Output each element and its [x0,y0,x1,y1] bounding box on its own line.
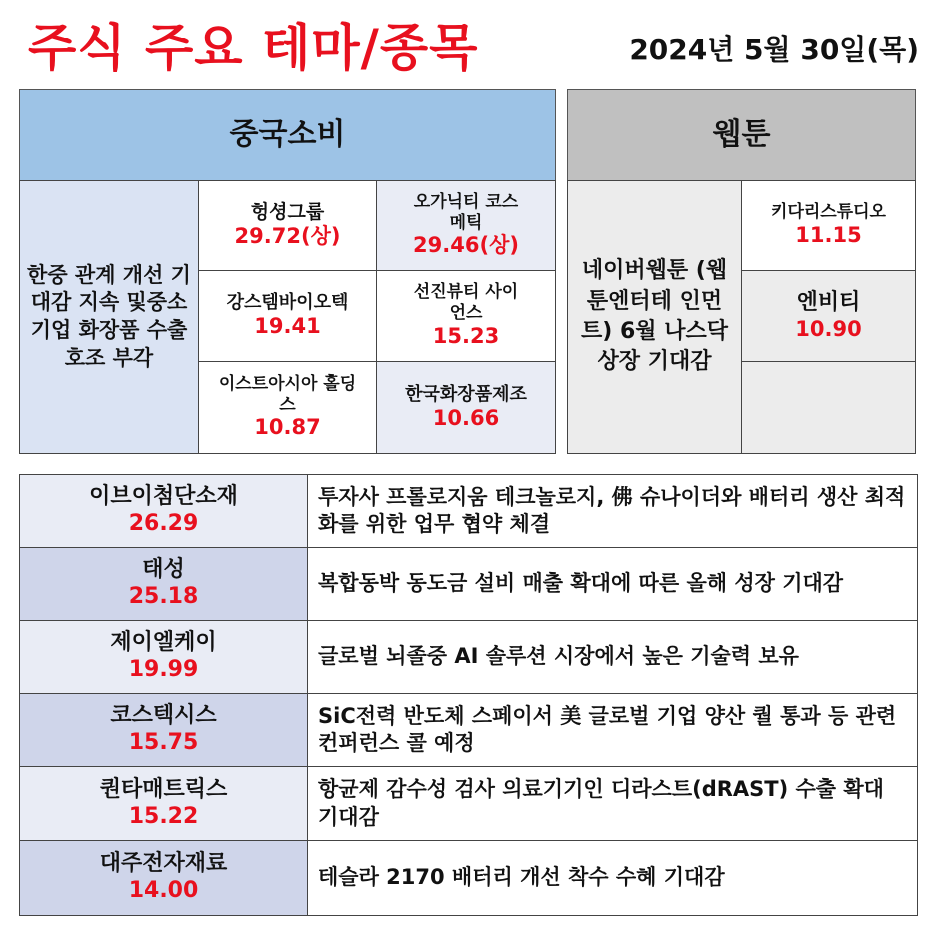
stock-change: 19.41 [254,314,321,339]
stock-cell [376,180,556,271]
stock-change: 29.46(상) [413,233,519,258]
stock-name: 코스텍시스 [110,703,217,729]
stock-change: 10.87 [254,415,321,440]
stock-cell [198,361,377,454]
stock-change: 15.75 [128,730,199,755]
stock-change: 29.72(상) [234,224,341,249]
table-row-name [19,766,308,841]
stock-name: 엔비티 [796,289,861,315]
table-row-description: 테슬라 2170 배터리 개선 착수 수혜 기대감 [307,840,918,916]
theme-webtoon-title: 웹툰 [712,116,771,152]
stock-change: 10.66 [432,405,500,430]
theme-webtoon-description: 네이버웹툰 (웹툰엔터테 인먼트) 6월 나스닥 상장 기대감 [581,258,728,375]
table-row-name [19,474,308,548]
stock-cell [376,361,556,454]
theme-china-header [19,89,556,181]
stock-cell [376,270,556,362]
table-row-name [19,547,308,621]
theme-china-description: 한중 관계 개선 기대감 지속 및중소기업 화장품 수출 호조 부각 [27,262,191,370]
stock-cell [741,270,916,362]
stock-name: 선진뷰티 사이언스 [413,282,519,324]
theme-china-description-cell [19,180,199,454]
stock-cell [198,180,377,271]
table-row-name [19,693,308,767]
stock-cell [198,270,377,362]
stock-name: 헝셩그룹 [250,201,325,224]
stock-change: 19.99 [128,657,199,682]
empty-cell [741,361,916,454]
stock-change: 25.18 [128,584,199,609]
stock-name: 한국화장품제조 [405,383,527,405]
table-row-description: 복합동박 동도금 설비 매출 확대에 따른 올해 성장 기대감 [307,547,918,621]
table-row-name [19,620,308,694]
stock-name: 강스템바이오텍 [226,292,349,314]
table-row-description: 글로벌 뇌졸중 AI 솔루션 시장에서 높은 기술력 보유 [307,620,918,694]
table-row-name [19,840,308,916]
theme-webtoon-header [567,89,916,181]
stock-name: 대주전자재료 [99,851,228,877]
table-row-description: 항균제 감수성 검사 의료기기인 디라스트(dRAST) 수출 확대 기대감 [307,766,918,841]
stock-name: 이스트아시아 홀딩스 [218,373,357,415]
page-title: 주식 주요 테마/종목 [28,19,479,77]
stock-name: 퀀타매트릭스 [99,776,228,802]
stock-change: 10.90 [795,316,862,341]
stock-name: 태성 [142,557,185,583]
stock-change: 11.15 [795,223,862,248]
stock-change: 15.22 [128,803,199,829]
stock-name: 오가닉티 코스메틱 [413,191,519,233]
theme-china-title: 중국소비 [229,116,346,152]
theme-webtoon-description-cell [567,180,742,454]
stock-cell [741,180,916,271]
stock-name: 키다리스튜디오 [771,202,886,223]
stock-change: 26.29 [128,511,199,536]
stock-name: 이브이첨단소재 [89,484,238,510]
stock-change: 15.23 [432,323,500,348]
date-label: 2024년 5월 30일(목) [629,33,919,66]
stock-change: 14.00 [128,878,199,903]
table-row-description: 투자사 프롤로지움 테크놀로지, 佛 슈나이더와 배터리 생산 최적화를 위한 업무 협약 체결 [307,474,918,548]
table-row-description: SiC전력 반도체 스페이서 美 글로벌 기업 양산 퀄 통과 등 관련 컨퍼런스 콜 예정 [307,693,918,767]
stock-name: 제이엘케이 [110,630,217,656]
